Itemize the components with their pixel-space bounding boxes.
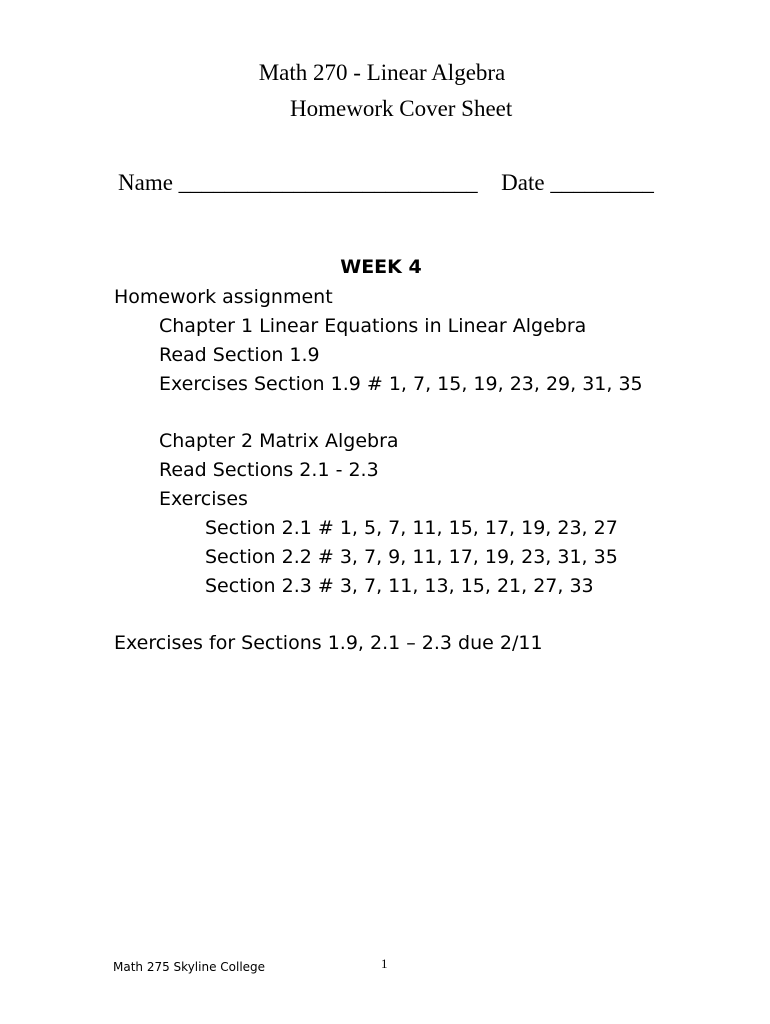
chapter2-title: Chapter 2 Matrix Algebra: [159, 430, 399, 452]
page-number: 1: [381, 956, 388, 971]
page-title: Math 270 - Linear Algebra: [258, 60, 506, 85]
footer-course: Math 275 Skyline College: [113, 960, 266, 974]
name-label: Name: [118, 170, 173, 195]
due-date-note: Exercises for Sections 1.9, 2.1 – 2.3 due 2/11: [114, 632, 543, 654]
chapter2-exercises-label: Exercises: [159, 488, 248, 510]
exercise-section-2-2: Section 2.2 # 3, 7, 9, 11, 17, 19, 23, 31, 35: [205, 546, 618, 568]
chapter1-title: Chapter 1 Linear Equations in Linear Algebra: [159, 315, 587, 337]
chapter1-exercises: Exercises Section 1.9 # 1, 7, 15, 19, 23, 29, 31, 35: [159, 373, 643, 395]
homework-assignment-label: Homework assignment: [114, 286, 333, 308]
chapter2-reading: Read Sections 2.1 - 2.3: [159, 459, 379, 481]
date-blank: _________: [550, 170, 654, 195]
page-subtitle: Homework Cover Sheet: [290, 96, 513, 121]
chapter1-reading: Read Section 1.9: [159, 344, 320, 366]
exercise-section-2-1: Section 2.1 # 1, 5, 7, 11, 15, 17, 19, 23, 27: [205, 517, 618, 539]
exercise-section-2-3: Section 2.3 # 3, 7, 11, 13, 15, 21, 27, 33: [205, 575, 594, 597]
date-label: Date: [501, 170, 545, 195]
week-heading: WEEK 4: [340, 256, 422, 278]
name-blank: __________________________: [178, 170, 478, 195]
name-date-row: [118, 170, 654, 196]
